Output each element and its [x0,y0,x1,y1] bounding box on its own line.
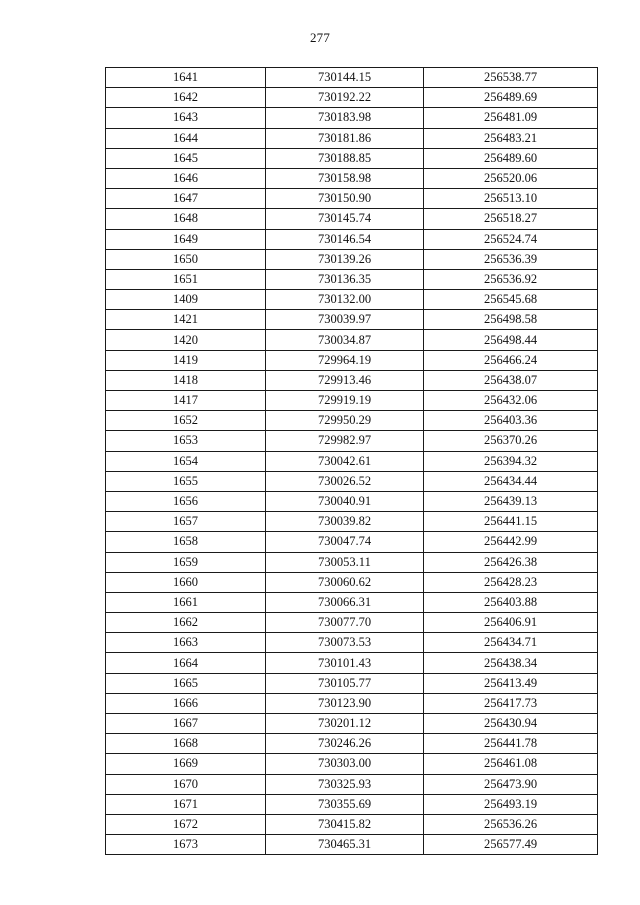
point-number-cell: 1671 [106,794,266,814]
y-coordinate-cell: 256577.49 [424,835,598,855]
y-coordinate-cell: 256536.39 [424,249,598,269]
x-coordinate-cell: 730039.82 [266,512,424,532]
point-number-cell: 1659 [106,552,266,572]
x-coordinate-cell: 730303.00 [266,754,424,774]
y-coordinate-cell: 256432.06 [424,391,598,411]
point-number-cell: 1651 [106,269,266,289]
point-number-cell: 1653 [106,431,266,451]
x-coordinate-cell: 730026.52 [266,471,424,491]
point-number-cell: 1419 [106,350,266,370]
point-number-cell: 1668 [106,734,266,754]
y-coordinate-cell: 256438.07 [424,370,598,390]
x-coordinate-cell: 730060.62 [266,572,424,592]
y-coordinate-cell: 256403.88 [424,592,598,612]
table-row [106,148,598,168]
table-row [106,633,598,653]
point-number-cell: 1667 [106,714,266,734]
table-row [106,269,598,289]
table-row [106,653,598,673]
table-row [106,532,598,552]
table-row [106,189,598,209]
y-coordinate-cell: 256430.94 [424,714,598,734]
x-coordinate-cell: 729964.19 [266,350,424,370]
y-coordinate-cell: 256406.91 [424,613,598,633]
x-coordinate-cell: 730077.70 [266,613,424,633]
point-number-cell: 1657 [106,512,266,532]
x-coordinate-cell: 730158.98 [266,168,424,188]
table-row [106,512,598,532]
point-number-cell: 1673 [106,835,266,855]
point-number-cell: 1665 [106,673,266,693]
x-coordinate-cell: 730201.12 [266,714,424,734]
x-coordinate-cell: 730465.31 [266,835,424,855]
point-number-cell: 1643 [106,108,266,128]
y-coordinate-cell: 256466.24 [424,350,598,370]
table-row [106,754,598,774]
y-coordinate-cell: 256439.13 [424,491,598,511]
x-coordinate-cell: 730101.43 [266,653,424,673]
y-coordinate-cell: 256489.69 [424,88,598,108]
table-row [106,411,598,431]
y-coordinate-cell: 256461.08 [424,754,598,774]
y-coordinate-cell: 256403.36 [424,411,598,431]
x-coordinate-cell: 730042.61 [266,451,424,471]
table-row [106,814,598,834]
y-coordinate-cell: 256498.58 [424,310,598,330]
table-row [106,552,598,572]
table-row [106,68,598,88]
coordinates-table-body [106,68,598,855]
point-number-cell: 1642 [106,88,266,108]
y-coordinate-cell: 256370.26 [424,431,598,451]
point-number-cell: 1417 [106,391,266,411]
x-coordinate-cell: 730039.97 [266,310,424,330]
y-coordinate-cell: 256513.10 [424,189,598,209]
y-coordinate-cell: 256434.44 [424,471,598,491]
x-coordinate-cell: 730040.91 [266,491,424,511]
table-row [106,734,598,754]
x-coordinate-cell: 730146.54 [266,229,424,249]
y-coordinate-cell: 256489.60 [424,148,598,168]
table-row [106,290,598,310]
x-coordinate-cell: 730053.11 [266,552,424,572]
y-coordinate-cell: 256481.09 [424,108,598,128]
point-number-cell: 1645 [106,148,266,168]
y-coordinate-cell: 256538.77 [424,68,598,88]
y-coordinate-cell: 256473.90 [424,774,598,794]
point-number-cell: 1409 [106,290,266,310]
y-coordinate-cell: 256441.78 [424,734,598,754]
point-number-cell: 1650 [106,249,266,269]
point-number-cell: 1661 [106,592,266,612]
point-number-cell: 1666 [106,693,266,713]
y-coordinate-cell: 256394.32 [424,451,598,471]
point-number-cell: 1647 [106,189,266,209]
table-row [106,108,598,128]
table-row [106,168,598,188]
point-number-cell: 1656 [106,491,266,511]
x-coordinate-cell: 730139.26 [266,249,424,269]
table-row [106,613,598,633]
x-coordinate-cell: 730183.98 [266,108,424,128]
x-coordinate-cell: 729982.97 [266,431,424,451]
x-coordinate-cell: 730144.15 [266,68,424,88]
x-coordinate-cell: 730073.53 [266,633,424,653]
table-row [106,431,598,451]
point-number-cell: 1662 [106,613,266,633]
y-coordinate-cell: 256417.73 [424,693,598,713]
table-row [106,370,598,390]
table-row [106,693,598,713]
x-coordinate-cell: 729913.46 [266,370,424,390]
x-coordinate-cell: 730136.35 [266,269,424,289]
table-row [106,491,598,511]
table-row [106,350,598,370]
point-number-cell: 1672 [106,814,266,834]
y-coordinate-cell: 256428.23 [424,572,598,592]
point-number-cell: 1663 [106,633,266,653]
y-coordinate-cell: 256536.92 [424,269,598,289]
table-row [106,673,598,693]
table-row [106,229,598,249]
y-coordinate-cell: 256536.26 [424,814,598,834]
x-coordinate-cell: 730105.77 [266,673,424,693]
table-row [106,451,598,471]
table-row [106,714,598,734]
table-row [106,330,598,350]
y-coordinate-cell: 256442.99 [424,532,598,552]
y-coordinate-cell: 256493.19 [424,794,598,814]
page-number: 277 [309,30,331,45]
table-row [106,592,598,612]
point-number-cell: 1641 [106,68,266,88]
table-row [106,88,598,108]
y-coordinate-cell: 256438.34 [424,653,598,673]
y-coordinate-cell: 256413.49 [424,673,598,693]
x-coordinate-cell: 730188.85 [266,148,424,168]
y-coordinate-cell: 256545.68 [424,290,598,310]
point-number-cell: 1660 [106,572,266,592]
x-coordinate-cell: 730145.74 [266,209,424,229]
point-number-cell: 1655 [106,471,266,491]
table-row [106,310,598,330]
point-number-cell: 1649 [106,229,266,249]
y-coordinate-cell: 256498.44 [424,330,598,350]
point-number-cell: 1646 [106,168,266,188]
x-coordinate-cell: 730355.69 [266,794,424,814]
point-number-cell: 1648 [106,209,266,229]
table-row [106,835,598,855]
x-coordinate-cell: 730066.31 [266,592,424,612]
table-row [106,209,598,229]
table-row [106,471,598,491]
x-coordinate-cell: 730415.82 [266,814,424,834]
x-coordinate-cell: 730047.74 [266,532,424,552]
point-number-cell: 1654 [106,451,266,471]
x-coordinate-cell: 729919.19 [266,391,424,411]
x-coordinate-cell: 730181.86 [266,128,424,148]
table-row [106,249,598,269]
point-number-cell: 1644 [106,128,266,148]
y-coordinate-cell: 256524.74 [424,229,598,249]
point-number-cell: 1664 [106,653,266,673]
point-number-cell: 1670 [106,774,266,794]
y-coordinate-cell: 256434.71 [424,633,598,653]
x-coordinate-cell: 730132.00 [266,290,424,310]
point-number-cell: 1669 [106,754,266,774]
y-coordinate-cell: 256441.15 [424,512,598,532]
point-number-cell: 1652 [106,411,266,431]
y-coordinate-cell: 256426.38 [424,552,598,572]
point-number-cell: 1658 [106,532,266,552]
table-row [106,128,598,148]
point-number-cell: 1421 [106,310,266,330]
x-coordinate-cell: 730246.26 [266,734,424,754]
coordinates-table [105,67,598,855]
x-coordinate-cell: 730150.90 [266,189,424,209]
y-coordinate-cell: 256520.06 [424,168,598,188]
y-coordinate-cell: 256518.27 [424,209,598,229]
x-coordinate-cell: 729950.29 [266,411,424,431]
y-coordinate-cell: 256483.21 [424,128,598,148]
point-number-cell: 1418 [106,370,266,390]
table-row [106,774,598,794]
x-coordinate-cell: 730192.22 [266,88,424,108]
table-row [106,391,598,411]
table-row [106,572,598,592]
table-row [106,794,598,814]
x-coordinate-cell: 730325.93 [266,774,424,794]
x-coordinate-cell: 730123.90 [266,693,424,713]
point-number-cell: 1420 [106,330,266,350]
x-coordinate-cell: 730034.87 [266,330,424,350]
